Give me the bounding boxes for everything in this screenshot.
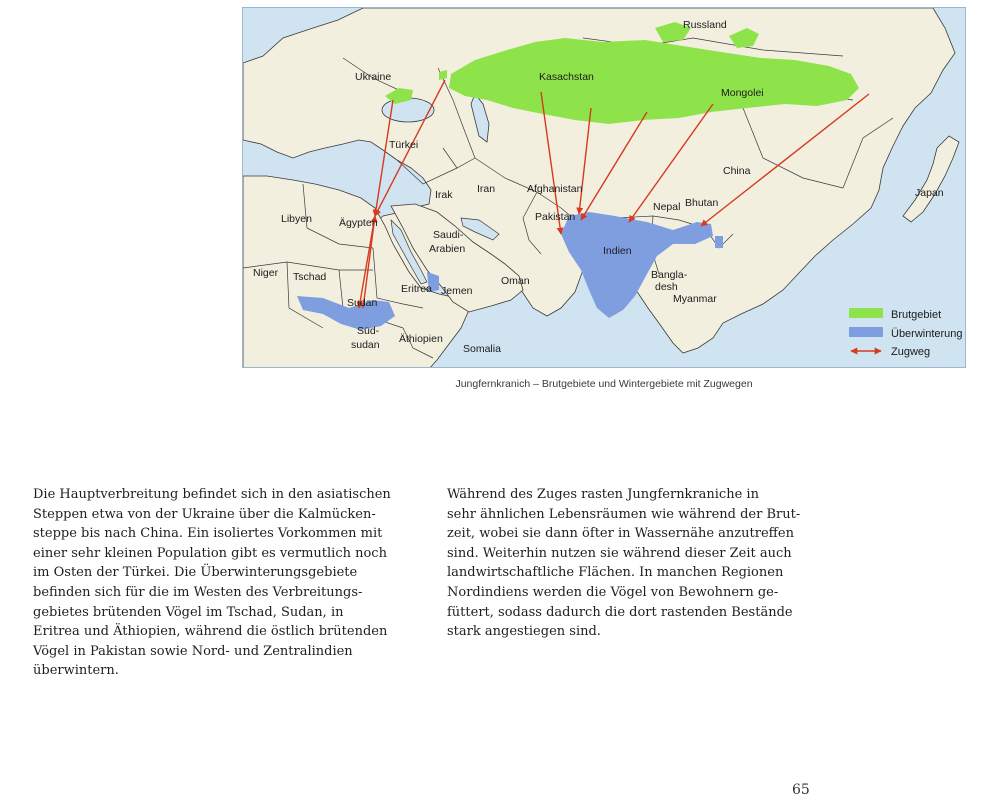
- label-japan: Japan: [915, 187, 944, 199]
- map-svg: [243, 8, 966, 368]
- label-aegypten: Ägypten: [339, 217, 378, 229]
- label-iran: Iran: [477, 183, 496, 195]
- label-myanmar: Myanmar: [673, 293, 717, 305]
- label-niger: Niger: [253, 267, 279, 279]
- label-saudi-arabien: Saudi-: [433, 229, 464, 241]
- paragraph-migration: Während des Zuges rasten Jungfernkraniche in sehr ähnlichen Lebensräumen wie während der Brut- zeit, wobei sie dann öfter in Wassernähe anzutreffen sind. Weiterhin nutzen sie während dieser Zeit auch landwirtschaftliche Flächen. In manchen Regionen Nordindiens werden die Vögel von Bewohnern ge- füttert, sodass dadurch die dort rastenden Bestände stark angestiegen sind.: [447, 487, 801, 640]
- label-aethiopien: Äthiopien: [399, 333, 443, 345]
- label-eritrea: Eritrea: [401, 283, 432, 295]
- label-pakistan: Pakistan: [535, 211, 576, 223]
- label-jemen: Jemen: [441, 285, 473, 297]
- label-saudi-arabien-2: Arabien: [429, 243, 466, 255]
- label-russland: Russland: [683, 19, 727, 31]
- label-libyen: Libyen: [281, 213, 312, 225]
- label-bangladesh: Bangla-: [651, 269, 688, 281]
- range-map: [242, 7, 966, 368]
- label-nepal: Nepal: [653, 201, 681, 213]
- legend-label-zugweg: Zugweg: [891, 346, 931, 358]
- label-oman: Oman: [501, 275, 530, 287]
- label-irak: Irak: [435, 189, 453, 201]
- label-china: China: [723, 165, 751, 177]
- label-sudan: Sudan: [347, 297, 378, 309]
- figure-caption: Jungfernkranich – Brutgebiete und Wintergebiete mit Zugwegen: [455, 378, 753, 390]
- legend-label-brutgebiet: Brutgebiet: [891, 309, 942, 321]
- text-column-left: [33, 485, 413, 681]
- label-bhutan: Bhutan: [685, 197, 719, 209]
- label-tschad: Tschad: [293, 271, 327, 283]
- label-tuerkei: Türkei: [389, 139, 419, 151]
- label-somalia: Somalia: [463, 343, 501, 355]
- paragraph-distribution: Die Hauptverbreitung befindet sich in den asiatischen Steppen etwa von der Ukraine über die Kalmücken- steppe bis nach China. Ein isoliertes Vorkommen mit einer sehr kleinen Population gibt es vermutlich noch im Osten der Türkei. Die Überwinterungsgebiete befinden sich für die im Westen des Verbreitungs- gebietes brütenden Vögel im Tschad, Sudan, in Eritrea und Äthiopien, während die östlich brütenden Vögel in Pakistan sowie Nord- und Zentralindien überwintern.: [33, 487, 391, 679]
- text-column-right: [447, 485, 827, 642]
- label-afghanistan: Afghanistan: [527, 183, 583, 195]
- label-ukraine: Ukraine: [355, 71, 392, 83]
- page-number: 65: [792, 782, 810, 798]
- legend-swatch-ueberwinterung: [849, 327, 883, 337]
- label-indien: Indien: [603, 245, 632, 257]
- legend-swatch-brutgebiet: [849, 308, 883, 318]
- label-kasachstan: Kasachstan: [539, 71, 594, 83]
- label-bangladesh-2: desh: [655, 281, 678, 293]
- label-suedsudan: Süd-: [357, 325, 380, 337]
- label-suedsudan-2: sudan: [351, 339, 380, 351]
- legend-label-ueberwinterung: Überwinterung: [891, 328, 963, 340]
- label-mongolei: Mongolei: [721, 87, 764, 99]
